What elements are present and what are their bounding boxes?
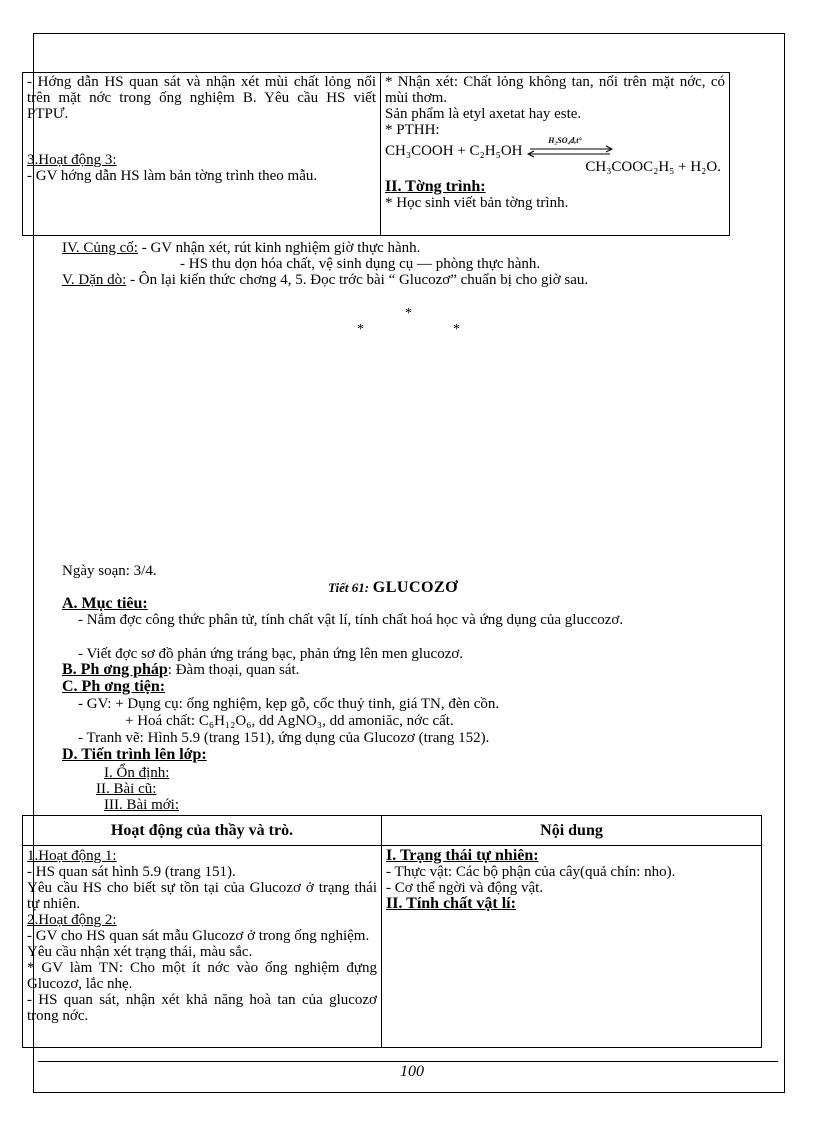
star: * xyxy=(357,322,364,337)
product-text: Sản phẩm là etyl axetat hay este. xyxy=(385,106,582,122)
step-i: I. Ổn định: xyxy=(104,765,170,781)
materials-tools: - GV: + Dụng cụ: ống nghiệm, kẹp gỗ, cốc thuỷ tinh, giá TN, đèn cồn. xyxy=(78,696,500,712)
activity-table-bottom xyxy=(22,815,762,1048)
lesson-name: GLUCOZƠ xyxy=(372,579,459,596)
lesson-title xyxy=(328,580,458,596)
report-heading: II. Tờng trình: xyxy=(385,178,486,195)
reaction-condition: H₂SO₄đ,t° xyxy=(548,135,582,145)
activity-1-heading: 1.Hoạt động 1: xyxy=(27,848,117,864)
activity-3-heading: 3.Hoạt động 3: xyxy=(27,152,117,168)
list-item: - HS quan sát hình 5.9 (trang 151). xyxy=(27,864,236,880)
materials-pictures: - Tranh vẽ: Hình 5.9 (trang 151), ứng dụng của Glucozơ (trang 152). xyxy=(78,730,490,746)
observation-text: * Nhận xét: Chất lỏng không tan, nổi trên mặt nớc, có mùi thơm. xyxy=(385,74,725,106)
homework-label: V. Dặn dò: xyxy=(62,272,127,288)
step-iii: III. Bài mới: xyxy=(104,797,179,813)
consolidation-line xyxy=(62,240,420,256)
list-item: * GV làm TN: Cho một ít nớc vào ống nghiệm đựng Glucozơ, lắc nhẹ. xyxy=(27,960,377,992)
star: * xyxy=(405,306,412,321)
materials-chemicals: + Hoá chất: C₆H₁₂O₆, dd AgNO₃, dd amoniăc, nớc cất. xyxy=(125,713,454,729)
method-text: : Đàm thoại, quan sát. xyxy=(167,662,300,678)
natural-state-heading: I. Trạng thái tự nhiên: xyxy=(386,847,539,864)
footer-rule xyxy=(38,1061,778,1062)
page-number: 100 xyxy=(400,1063,424,1080)
table-cell-left xyxy=(23,73,381,236)
procedure-heading: D. Tiến trình lên lớp: xyxy=(62,746,207,763)
method-line xyxy=(62,662,299,678)
list-item: - HS quan sát, nhận xét khả năng hoà tan của glucozơ trong nớc. xyxy=(27,992,377,1024)
homework-text: - Ôn lại kiến thức chơng 4, 5. Đọc trớc bài “ Glucozơ” chuẩn bị cho giờ sau. xyxy=(126,272,589,288)
column-header-activity: Hoạt động của thầy và trò. xyxy=(23,816,382,846)
consolidation-text: - GV nhận xét, rút kinh nghiệm giờ thực hành. xyxy=(137,240,421,256)
column-header-content: Nội dung xyxy=(382,816,762,846)
method-label: B. Ph ơng pháp xyxy=(62,661,168,678)
table-cell-right xyxy=(382,846,762,1048)
report-text: * Học sinh viết bản tờng trình. xyxy=(385,195,569,211)
objectives-text-2: - Viết đợc sơ đồ phản ứng tráng bạc, phản ứng lên men glucozơ. xyxy=(78,646,464,662)
table-cell-right xyxy=(381,73,730,236)
step-ii: II. Bài cũ: xyxy=(96,781,157,797)
list-item: - GV cho HS quan sát mẫu Glucozơ ở trong ống nghiệm. xyxy=(27,928,370,944)
list-item: Yêu cầu HS cho biết sự tồn tại của Glucozơ ở trạng thái tự nhiên. xyxy=(27,880,377,912)
list-item: - Thực vật: Các bộ phận của cây(quả chín: nho). xyxy=(386,864,676,880)
star: * xyxy=(453,322,460,337)
activity-table-top xyxy=(22,72,730,236)
table-cell-left xyxy=(23,846,382,1048)
pthh-label: * PTHH: xyxy=(385,122,440,138)
cleanup-line: - HS thu dọn hóa chất, vệ sinh dụng cụ — phòng thực hành. xyxy=(180,256,541,272)
consolidation-label: IV. Củng cố: xyxy=(62,240,138,256)
objectives-heading: A. Mục tiêu: xyxy=(62,595,148,612)
physical-props-heading: II. Tính chất vật lí: xyxy=(386,895,516,912)
list-item: - Cơ thể ngời và động vật. xyxy=(386,880,544,896)
lesson-number: Tiết 61: xyxy=(328,580,370,595)
prep-date: Ngày soạn: 3/4. xyxy=(62,563,157,579)
equation-products: CH₃COOC₂H₅ + H₂O. xyxy=(585,159,721,175)
equation-reactants: CH₃COOH + C₂H₅OH xyxy=(385,143,523,159)
list-item: Yêu cầu nhận xét trạng thái, màu sắc. xyxy=(27,944,253,960)
homework-block xyxy=(62,272,732,288)
activity-2-heading: 2.Hoạt động 2: xyxy=(27,912,117,928)
objectives-text-1: - Nắm đợc công thức phân tử, tính chất vật lí, tính chất hoá học và ứng dụng của gluccozơ. xyxy=(78,612,624,628)
activity-3-text: - GV hớng dẫn HS làm bản tờng trình theo mẫu. xyxy=(27,168,318,184)
equilibrium-arrow-icon xyxy=(526,135,614,159)
guide-text: - Hớng dẫn HS quan sát và nhận xét mùi chất lỏng nổi trên mặt nớc trong ống nghiệm B. Yêu cầu HS viết PTPƯ. xyxy=(27,74,376,122)
materials-heading: C. Ph ơng tiện: xyxy=(62,678,166,695)
equation-line xyxy=(385,135,725,159)
